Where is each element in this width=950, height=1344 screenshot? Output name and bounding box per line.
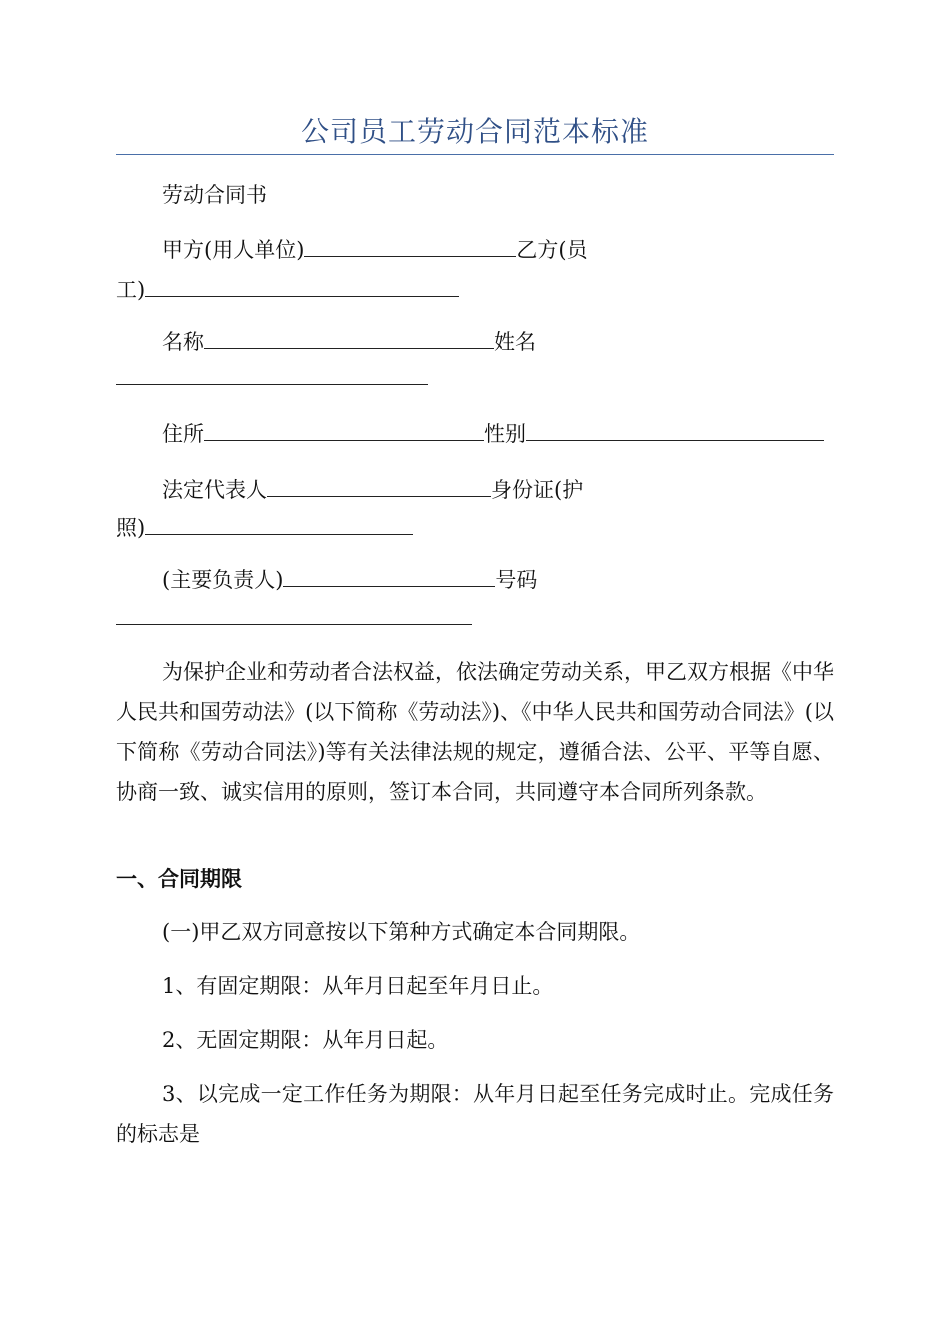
company-name-blank[interactable] xyxy=(204,328,494,349)
legal-rep-blank[interactable] xyxy=(267,476,491,497)
address-label: 住所 xyxy=(162,422,204,446)
number-blank[interactable] xyxy=(116,604,472,625)
gender-blank[interactable] xyxy=(526,420,824,441)
legal-rep-row xyxy=(116,476,834,503)
id-label-cont: 照) xyxy=(116,516,146,540)
party-a-blank[interactable] xyxy=(304,236,516,257)
address-row xyxy=(116,420,834,447)
number-row xyxy=(116,604,834,631)
id-row xyxy=(116,514,834,541)
party-b-blank[interactable] xyxy=(145,276,459,297)
principal-blank[interactable] xyxy=(283,566,495,587)
id-label: 身份证(护 xyxy=(491,478,584,502)
party-b-label-cont: 工) xyxy=(116,278,146,302)
contract-subtitle xyxy=(116,182,834,208)
section-heading: 一、合同期限 xyxy=(116,867,242,891)
employee-name-row xyxy=(116,364,834,391)
party-row xyxy=(116,236,834,263)
principal-row xyxy=(116,566,834,593)
principal-label: (主要负责人) xyxy=(162,568,284,592)
clause-open-term: 2、无固定期限：从年月日起。 xyxy=(162,1028,449,1052)
id-blank[interactable] xyxy=(145,514,413,535)
name-row xyxy=(116,328,834,355)
subtitle-text: 劳动合同书 xyxy=(162,183,267,207)
party-b-label: 乙方(员 xyxy=(516,238,588,262)
title-underline xyxy=(116,154,834,155)
legal-rep-label: 法定代表人 xyxy=(162,478,267,502)
party-b-row xyxy=(116,276,834,303)
employee-name-blank[interactable] xyxy=(116,364,428,385)
document-title: 公司员工劳动合同范本标准 xyxy=(300,115,649,148)
gender-label: 性别 xyxy=(484,422,526,446)
number-label: 号码 xyxy=(495,568,538,592)
company-name-label: 名称 xyxy=(162,330,204,354)
intro-paragraph: 为保护企业和劳动者合法权益，依法确定劳动关系，甲乙双方根据《中华人民共和国劳动法》(以下简称《劳动法》)、《中华人民共和国劳动合同法》(以下简称《劳动合同法》)等有关法律法规的规定，遵循合法、公平、平等自愿、协商一致、诚实信用的原则，签订本合同，共同遵守本合同所列条款。 xyxy=(116,660,834,804)
party-a-label: 甲方(用人单位) xyxy=(162,238,305,262)
employee-name-label: 姓名 xyxy=(494,330,536,354)
clause-task-term: 3、以完成一定工作任务为期限：从年月日起至任务完成时止。完成任务的标志是 xyxy=(116,1082,834,1146)
clause-fixed-term: 1、有固定期限：从年月日起至年月日止。 xyxy=(162,974,554,998)
address-blank[interactable] xyxy=(204,420,484,441)
clause-term-method: (一)甲乙双方同意按以下第种方式确定本合同期限。 xyxy=(162,920,641,944)
